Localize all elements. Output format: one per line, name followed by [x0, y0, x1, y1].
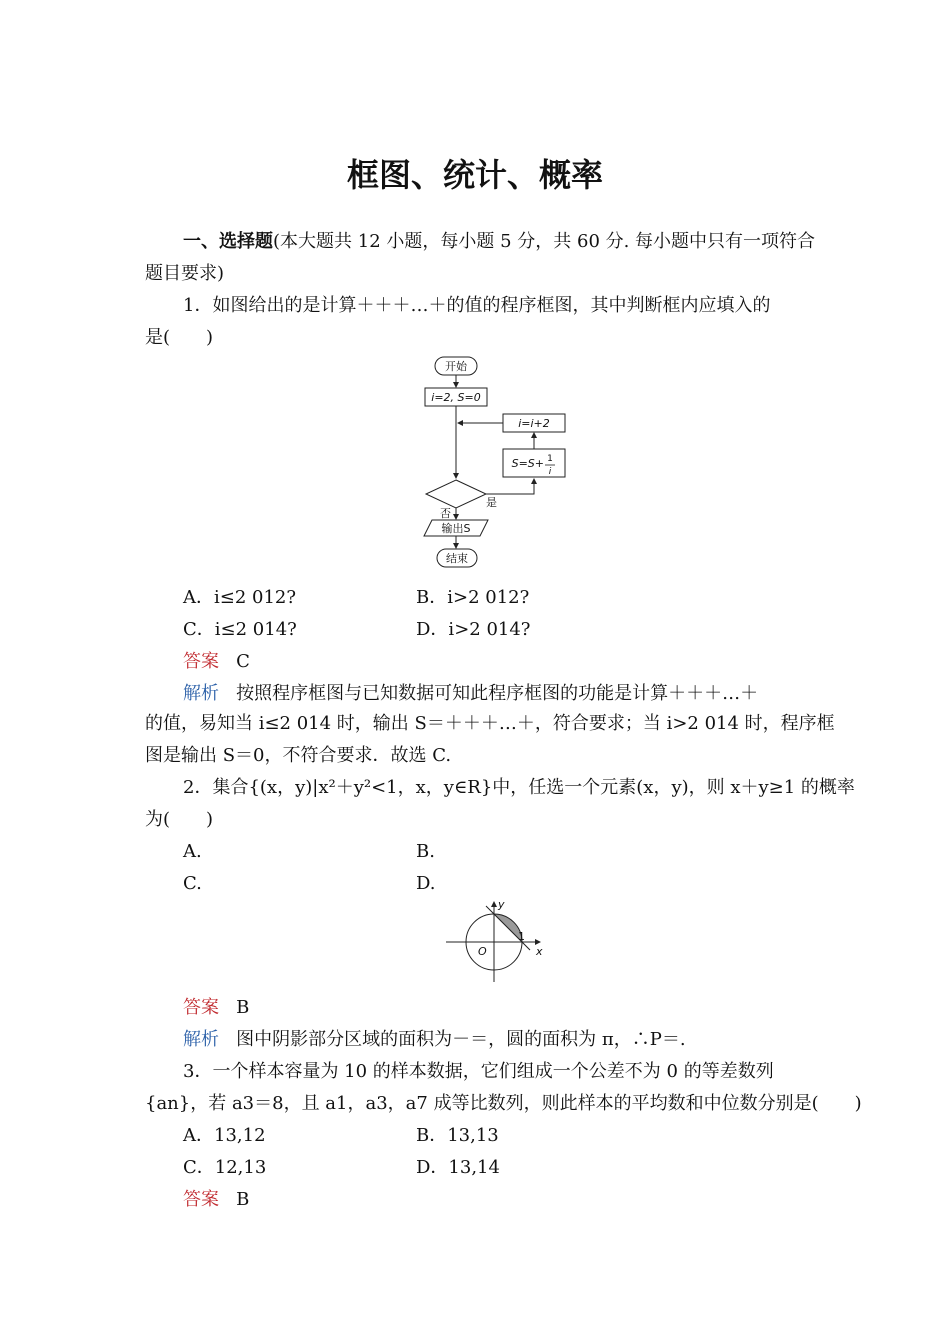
axis-label-x: x: [536, 945, 543, 958]
q2-stem-2: 为( ): [145, 809, 214, 830]
q3-option-b: B．13,13: [416, 1125, 499, 1146]
flow-start-text: 开始: [445, 360, 467, 373]
q1-option-d: D．i>2 014?: [416, 619, 531, 640]
flow-yes-label: 是: [486, 496, 497, 509]
q1-stem-2: 是( ): [145, 327, 214, 348]
flow-decision: [426, 480, 486, 508]
q1-analysis-2: 的值，易知当 i≤2 014 时，输出 S＝＋＋＋…＋，符合要求；当 i>2 014 时，程序框: [145, 713, 835, 734]
q2-answer-label: 答案: [183, 997, 219, 1018]
q1-stem: 1．如图给出的是计算＋＋＋…＋的值的程序框图，其中判断框内应填入的: [183, 295, 771, 316]
q2-stem: 2．集合{(x，y)|x²＋y²<1，x，y∈R}中，任选一个元素(x，y)，则 x＋y≥1 的概率: [183, 777, 855, 798]
origin-label: O: [478, 945, 487, 958]
flow-sum-text: S=S+: [511, 457, 544, 470]
flow-init-text: i=2, S=0: [431, 391, 481, 404]
q2-option-a: A.: [183, 841, 202, 862]
tick-label-one: 1: [518, 930, 525, 943]
section-label: 一、选择题: [183, 231, 273, 252]
q1-option-a: A．i≤2 012?: [183, 587, 297, 608]
q1-answer: [183, 650, 250, 674]
q1-answer-label: 答案: [183, 651, 219, 672]
circle-figure: [440, 898, 550, 986]
q3-answer: [183, 1188, 249, 1212]
q3-option-d: D．13,14: [416, 1157, 500, 1178]
q2-option-d: D.: [416, 873, 436, 894]
section-heading: [183, 230, 815, 254]
flow-no-label: 否: [440, 507, 451, 520]
section-desc: (本大题共 12 小题，每小题 5 分，共 60 分. 每小题中只有一项符合: [273, 231, 816, 252]
q1-analysis-label: 解析: [183, 683, 219, 704]
q3-stem: 3．一个样本容量为 10 的样本数据，它们组成一个公差不为 0 的等差数列: [183, 1061, 774, 1082]
flow-output-text: 输出S: [441, 522, 471, 535]
axis-label-y: y: [498, 898, 505, 911]
flowchart: [420, 352, 590, 574]
line-x-plus-y: [486, 906, 530, 950]
q2-option-c: C.: [183, 873, 202, 894]
q2-analysis-text: 图中阴影部分区域的面积为－＝，圆的面积为 π，∴P＝.: [236, 1029, 686, 1050]
q1-answer-value: C: [236, 651, 250, 672]
q1-analysis-3: 图是输出 S＝0，不符合要求．故选 C.: [145, 745, 452, 766]
flow-frac-num: 1: [547, 454, 553, 464]
q2-answer-value: B: [236, 997, 250, 1018]
section-desc-2: 题目要求): [145, 263, 225, 284]
page-title: 框图、统计、概率: [346, 156, 603, 194]
q2-option-b: B.: [416, 841, 435, 862]
q2-analysis-label: 解析: [183, 1029, 219, 1050]
q3-answer-value: B: [236, 1189, 250, 1210]
q3-answer-label: 答案: [183, 1189, 219, 1210]
q2-analysis: [183, 1028, 686, 1052]
q1-option-c: C．i≤2 014?: [183, 619, 297, 640]
q3-stem-2: {an}，若 a3＝8，且 a1，a3，a7 成等比数列，则此样本的平均数和中位数分别是( ): [145, 1093, 862, 1114]
q2-answer: [183, 996, 249, 1020]
q1-analysis: [183, 682, 758, 706]
flow-end-text: 结束: [446, 552, 468, 565]
q3-option-a: A．13,12: [183, 1125, 266, 1146]
flow-incr-text: i=i+2: [518, 417, 550, 430]
q1-option-b: B．i>2 012?: [416, 587, 530, 608]
flow-frac-den: i: [548, 467, 552, 477]
q3-option-c: C．12,13: [183, 1157, 267, 1178]
q1-analysis-text: 按照程序框图与已知数据可知此程序框图的功能是计算＋＋＋…＋: [236, 683, 759, 704]
